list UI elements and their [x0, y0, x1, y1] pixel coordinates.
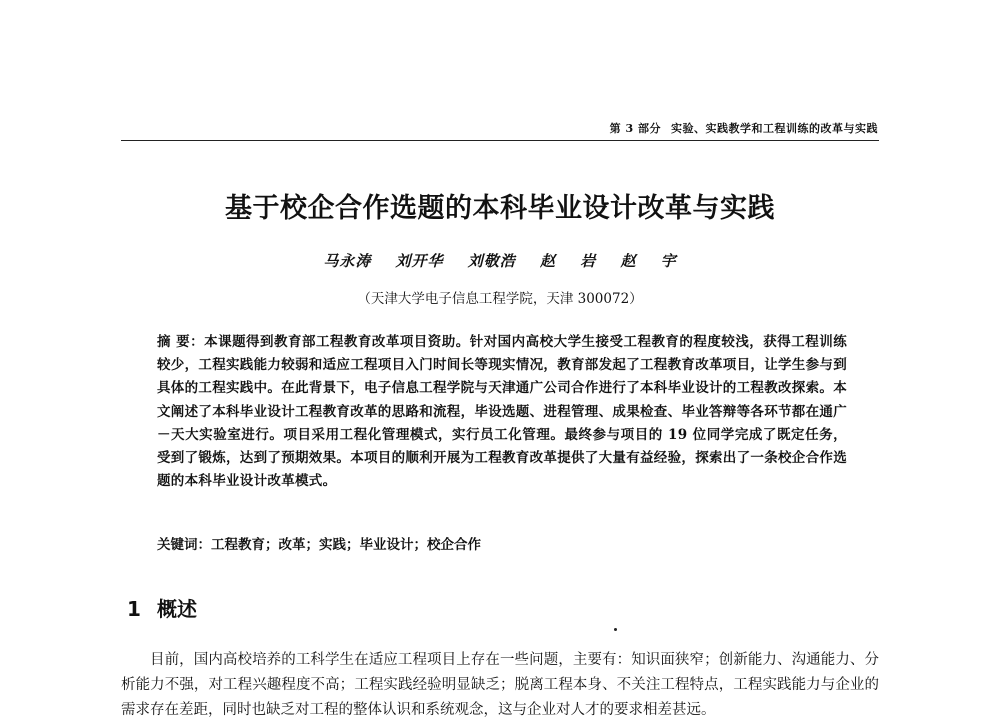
header-rule: [121, 140, 879, 141]
header-part: 第 3 部分: [609, 122, 661, 135]
authors: 马永涛 刘开华 刘敬浩 赵 岩 赵 宇: [323, 252, 677, 270]
keywords-text: 工程教育；改革；实践；毕业设计；校企合作: [211, 537, 481, 553]
abstract-text: 本课题得到教育部工程教育改革项目资助。针对国内高校大学生接受工程教育的程度较浅，获得工程训练较少，工程实践能力较弱和适应工程项目入门时间长等现实情况，教育部发起了工程教育改革项目，让学生参与到具体的工程实践中。在此背景下，电子信息工程学院与天津通广公司合作进行了本科毕业设计的工程教改探索。本文阐述了本科毕业设计工程教育改革的思路和流程，毕设选题、进程管理、成果检查、毕业答辩等各环节都在通广－天大实验室进行。项目采用工程化管理模式，实行员工化管理。最终参与项目的 19 位同学完成了既定任务，受到了锻炼，达到了预期效果。本项目的顺利开展为工程教育改革提供了大量有益经验，探索出了一条校企合作选题的本科毕业设计改革模式。: [157, 334, 847, 490]
affiliation: （天津大学电子信息工程学院，天津 300072）: [357, 291, 643, 307]
abstract-label: 摘 要：: [157, 334, 205, 350]
section-body-text: 目前，国内高校培养的工科学生在适应工程项目上存在一些问题，主要有：知识面狭窄；创新能力、沟通能力、分析能力不强，对工程兴趣程度不高；工程实践经验明显缺乏；脱离工程本身、不关注工程特点，工程实践能力与企业的需求存在差距，同时也缺乏对工程的整体认识和系统观念，这与企业对人才的要求相差甚远。: [121, 652, 879, 718]
section-heading: [127, 593, 197, 622]
keywords-label: 关键词：: [157, 537, 211, 553]
abstract: [157, 331, 847, 493]
section-number: 1: [127, 597, 141, 621]
running-header: [610, 120, 878, 136]
keywords: [157, 533, 847, 553]
paper-title: 基于校企合作选题的本科毕业设计改革与实践: [225, 193, 775, 224]
section-title: 概述: [157, 597, 197, 621]
scan-dot: [614, 628, 617, 631]
header-section: 实验、实践教学和工程训练的改革与实践: [671, 122, 878, 135]
